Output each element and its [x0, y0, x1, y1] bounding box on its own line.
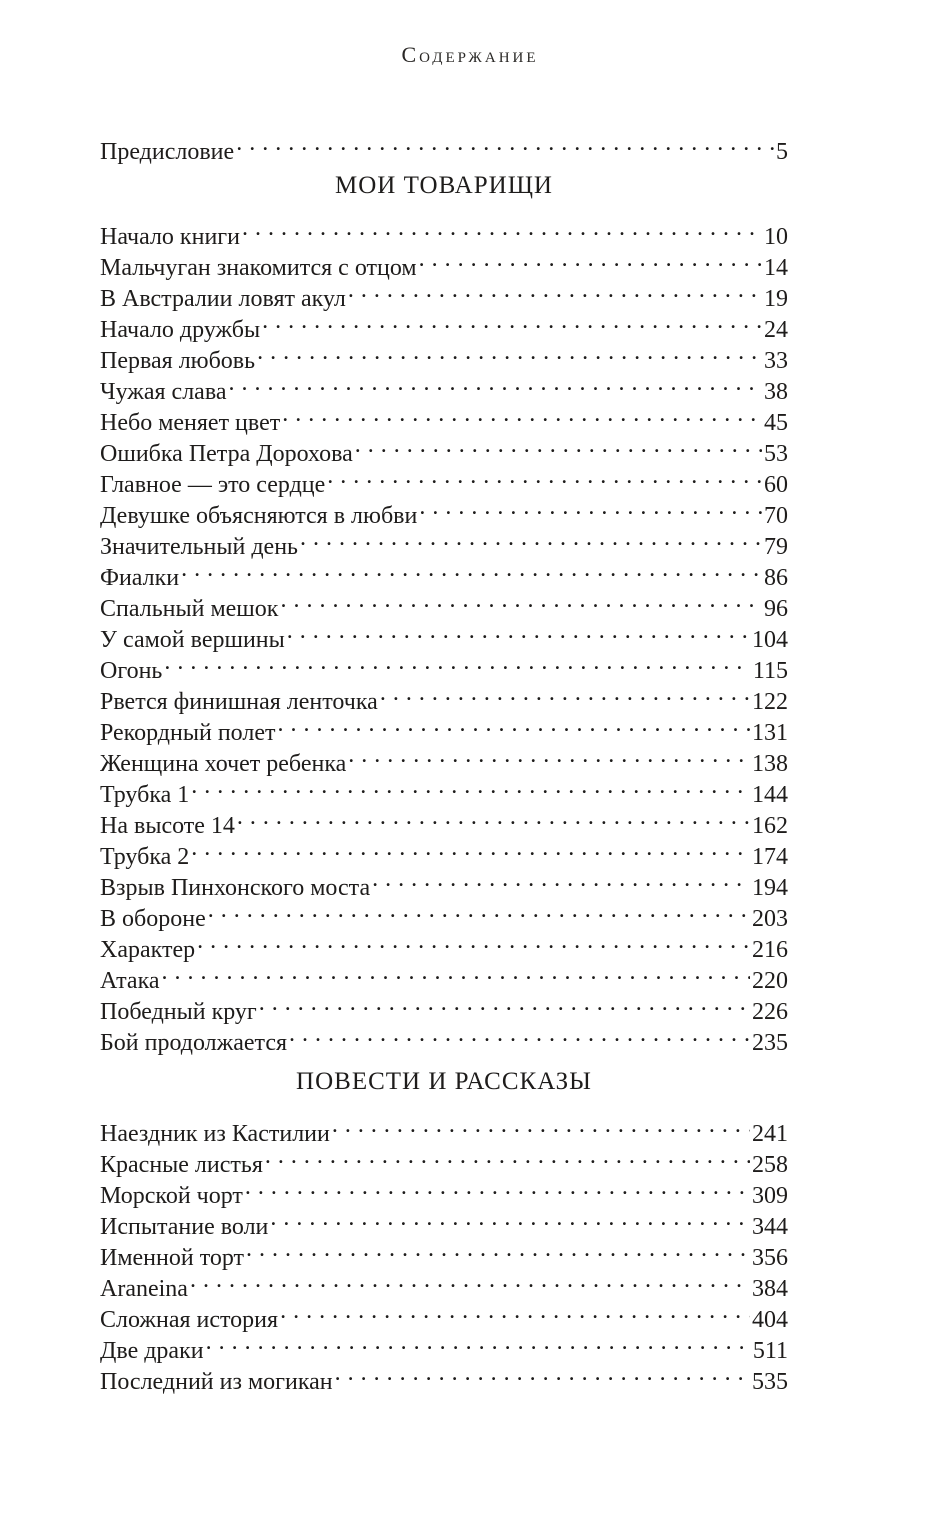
toc-entry-label: Мальчуган знакомится с отцом: [100, 255, 417, 281]
toc-entry: [100, 864, 788, 901]
toc-entry-label: Первая любовь: [100, 348, 256, 374]
toc-entry-page: 24: [764, 317, 788, 343]
toc-entry-label: Ошибка Петра Дорохова: [100, 441, 353, 467]
toc-entry-page: 115: [752, 658, 788, 684]
dot-leader: [242, 213, 762, 244]
toc-entry-label: Рекордный полет: [100, 720, 276, 746]
toc-entry-page: 104: [752, 627, 788, 653]
dot-leader: [246, 1234, 750, 1265]
toc-entry: [100, 833, 788, 870]
toc-entry-page: 53: [764, 441, 788, 467]
toc-entry-page: 45: [764, 410, 788, 436]
toc-entry-page: 19: [764, 286, 788, 312]
toc-entry-page: 174: [752, 844, 788, 870]
dot-leader: [277, 709, 750, 740]
toc-entry-page: 96: [764, 596, 788, 622]
toc-entry: [100, 988, 788, 1025]
dot-leader: [190, 1265, 750, 1296]
dot-leader: [372, 864, 750, 895]
toc-entry-page: 216: [752, 937, 788, 963]
dot-leader: [327, 461, 762, 492]
dot-leader: [164, 647, 751, 678]
dot-leader: [162, 957, 750, 988]
toc-entry-label: Огонь: [100, 658, 163, 684]
dot-leader: [280, 585, 762, 616]
toc-entry-label: Взрыв Пинхонского моста: [100, 875, 371, 901]
toc-entry-label: Araneina: [100, 1276, 188, 1302]
toc-section: [100, 159, 788, 1056]
toc-entry-page: 220: [752, 968, 788, 994]
toc-entry-page: 79: [764, 534, 788, 560]
toc-entry-page: 144: [752, 782, 788, 808]
toc-entry: [100, 647, 788, 684]
toc-entry-label: Предисловие: [100, 139, 235, 165]
toc-entry-page: 122: [752, 689, 788, 715]
toc-entry-label: Две драки: [100, 1338, 204, 1364]
toc-entry: [100, 554, 788, 591]
toc-entry-label: Трубка 1: [100, 782, 190, 808]
dot-leader: [208, 895, 750, 926]
toc-entry: [100, 678, 788, 715]
toc-entry-page: 344: [752, 1214, 788, 1240]
toc-entry-label: В Австралии ловят акул: [100, 286, 346, 312]
toc-entry-page: 258: [752, 1152, 788, 1178]
toc-entry-preface: [100, 128, 788, 165]
toc-entry-label: Рвется финишная ленточка: [100, 689, 378, 715]
dot-leader: [245, 1172, 750, 1203]
toc-entry-label: Красные листья: [100, 1152, 263, 1178]
dot-leader: [280, 1296, 750, 1327]
toc-entry: [100, 957, 788, 994]
toc-entry-page: 5: [776, 139, 788, 165]
dot-leader: [237, 802, 750, 833]
toc-entry-page: 226: [752, 999, 788, 1025]
toc-sections: [100, 159, 788, 1395]
toc-entry: [100, 1296, 788, 1333]
toc-entry: [100, 213, 788, 250]
toc-entry-page: 131: [752, 720, 788, 746]
toc-entry-label: Начало книги: [100, 224, 240, 250]
toc-entry-label: Последний из могикан: [100, 1369, 333, 1395]
toc-entry-label: Девушке объясняются в любви: [100, 503, 418, 529]
toc-entry-label: Испытание воли: [100, 1214, 269, 1240]
dot-leader: [259, 988, 750, 1019]
dot-leader: [380, 678, 750, 709]
toc-entry: [100, 771, 788, 808]
toc-entry-label: У самой вершины: [100, 627, 285, 653]
toc-entry-page: 70: [764, 503, 788, 529]
toc-entry-label: Трубка 2: [100, 844, 190, 870]
dot-leader: [236, 128, 774, 159]
toc-entry-page: 309: [752, 1183, 788, 1209]
toc-entry-label: Чужая слава: [100, 379, 227, 405]
toc-entry-label: Именной торт: [100, 1245, 245, 1271]
toc-entry-label: Женщина хочет ребенка: [100, 751, 347, 777]
dot-leader: [257, 337, 762, 368]
dot-leader: [419, 244, 762, 275]
toc-entry-label: Победный круг: [100, 999, 257, 1025]
dot-leader: [335, 1358, 750, 1389]
section-heading: ПОВЕСТИ И РАССКАЗЫ: [296, 1068, 592, 1095]
toc-entry-page: 241: [752, 1121, 788, 1147]
page-title: Содержание: [401, 42, 539, 67]
dot-leader: [348, 275, 762, 306]
toc-entry-label: Спальный мешок: [100, 596, 279, 622]
toc-entry-label: Морской чорт: [100, 1183, 243, 1209]
toc-entry-label: На высоте 14: [100, 813, 235, 839]
toc-entry-page: 235: [752, 1030, 788, 1056]
toc-entry-page: 138: [752, 751, 788, 777]
dot-leader: [197, 926, 750, 957]
toc-entry-page: 10: [764, 224, 788, 250]
dot-leader: [282, 399, 762, 430]
dot-leader: [270, 1203, 750, 1234]
toc-entry-page: 384: [752, 1276, 788, 1302]
toc-entry-page: 203: [752, 906, 788, 932]
toc-entry-label: Небо меняет цвет: [100, 410, 281, 436]
dot-leader: [206, 1327, 751, 1358]
toc-entry-label: Значительный день: [100, 534, 298, 560]
toc-entry-page: 162: [752, 813, 788, 839]
toc-entry-page: 404: [752, 1307, 788, 1333]
toc-section: [100, 1050, 788, 1395]
dot-leader: [191, 771, 750, 802]
toc-entry: [100, 1265, 788, 1302]
dot-leader: [265, 1141, 750, 1172]
toc-entry-page: 14: [764, 255, 788, 281]
dot-leader: [419, 492, 762, 523]
toc-entry: [100, 926, 788, 963]
dot-leader: [262, 306, 762, 337]
toc-entry: [100, 802, 788, 839]
toc-entry-label: Начало дружбы: [100, 317, 261, 343]
toc-entry-label: Сложная история: [100, 1307, 279, 1333]
toc-entry-page: 194: [752, 875, 788, 901]
toc-entry-label: Главное — это сердце: [100, 472, 326, 498]
toc-entry-label: Атака: [100, 968, 160, 994]
toc-entry-label: Фиалки: [100, 565, 180, 591]
toc-entry-label: Наездник из Кастилии: [100, 1121, 330, 1147]
toc-entry: [100, 585, 788, 622]
toc-entry-label: В обороне: [100, 906, 206, 932]
toc-entry-page: 535: [752, 1369, 788, 1395]
toc-entry-page: 38: [764, 379, 788, 405]
dot-leader: [287, 616, 750, 647]
dot-leader: [355, 430, 762, 461]
toc-entry-page: 356: [752, 1245, 788, 1271]
dot-leader: [332, 1110, 750, 1141]
toc-entry-label: Бой продолжается: [100, 1030, 288, 1056]
dot-leader: [181, 554, 762, 585]
toc-entry-label: Характер: [100, 937, 196, 963]
toc-entry-page: 33: [764, 348, 788, 374]
dot-leader: [191, 833, 750, 864]
dot-leader: [300, 523, 762, 554]
dot-leader: [348, 740, 750, 771]
toc-entry-page: 60: [764, 472, 788, 498]
toc-entry-page: 86: [764, 565, 788, 591]
toc-entry-page: 511: [752, 1338, 788, 1364]
dot-leader: [229, 368, 762, 399]
table-of-contents: [100, 128, 788, 1395]
section-heading: МОИ ТОВАРИЩИ: [335, 172, 553, 199]
dot-leader: [289, 1019, 750, 1050]
toc-entry: [100, 1110, 788, 1147]
